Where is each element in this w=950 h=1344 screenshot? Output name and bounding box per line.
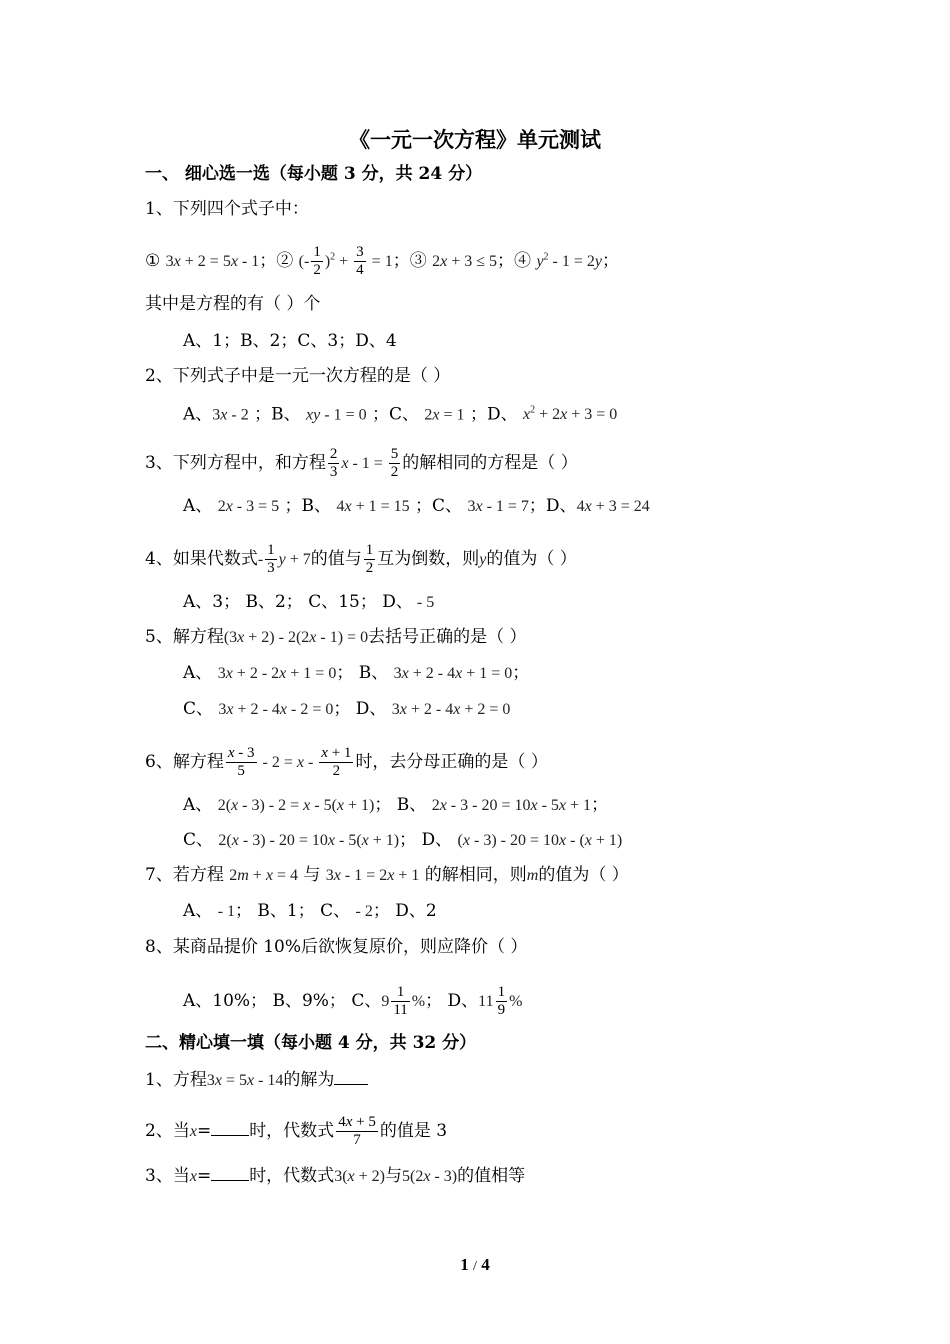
q2-stem: 2、下列式子中是一元一次方程的是（ ）	[145, 366, 451, 386]
q5-options-cd: C、 3x + 2 - 4x - 2 = 0； D、 3x + 2 - 4x + 2 = 0	[183, 699, 511, 719]
fill-q2-blank[interactable]	[211, 1119, 249, 1136]
q5-stem: 5、解方程(3x + 2) - 2(2x - 1) = 0去括号正确的是（ ）	[145, 627, 527, 647]
q2-options: A、3x - 2 ；B、 xy - 1 = 0 ；C、 2x = 1 ；D、 $x^2 + 2x + 3 = 0$	[183, 404, 618, 425]
q4-stem: 4、如果代数式- $\frac{1}{3}$ y + 7的值与 $\frac{1}{2}$ 互为倒数，则y的值为（ ）	[145, 542, 577, 576]
q1-options: A、1；B、2；C、3；D、4	[183, 331, 397, 351]
q7-options: A、 - 1； B、1； C、 - 2； D、2	[183, 901, 437, 921]
q4-options: A、3； B、2； C、15； D、 - 5	[183, 592, 435, 612]
q6-stem: 6、解方程 $\frac{x - 3}{5}$ - 2 = x - $\frac{x + 1}{2}$ 时，去分母正确的是（ ）	[145, 745, 548, 779]
q6-options-ab: A、 2(x - 3) - 2 = x - 5(x + 1)； B、 2x - 3 - 20 = 10x - 5x + 1；	[183, 795, 609, 815]
page-number: 1 / 4	[460, 1255, 490, 1274]
q8-options: A、10%； B、9%； C、9 $\frac{1}{11}$ %； D、11 $\frac{1}{9}$ %	[183, 984, 523, 1018]
q1-stem: 1、下列四个式子中：	[145, 199, 309, 219]
section-2-heading: 二、精心填一填（每小题 4 分，共 32 分）	[145, 1033, 477, 1053]
fill-q3: 3、当x= 时，代数式3(x + 2)与5(2x - 3)的值相等	[145, 1166, 526, 1186]
q1-followup: 其中是方程的有（ ）个	[145, 294, 321, 314]
page-title: 《一元一次方程》单元测试	[349, 127, 601, 152]
q3-stem: 3、下列方程中，和方程 $\frac{2}{3}$ x - 1 = $\frac{5}{2}$ 的解相同的方程是（ ）	[145, 446, 578, 480]
fill-q3-blank[interactable]	[211, 1164, 249, 1181]
q5-options-ab: A、 3x + 2 - 2x + 1 = 0； B、 3x + 2 - 4x + 1 = 0；	[183, 663, 530, 683]
q1-expressions: ① 3x + 2 = 5x - 1；② (- $\frac{1}{2}$ )$^2$ + $\frac{3}{4}$ = 1；③ 2x + 3 ≤ 5；④ $y^2 - 1 = 2y$；	[145, 244, 620, 278]
fill-q2: 2、当x= 时，代数式 $\frac{4x + 5}{7}$ 的值是 3	[145, 1114, 448, 1148]
section-1-heading: 一、 细心选一选（每小题 3 分，共 24 分）	[145, 164, 483, 184]
q8-stem: 8、某商品提价 10%后欲恢复原价，则应降价（ ）	[145, 937, 528, 957]
fill-q1: 1、方程3x = 5x - 14的解为	[145, 1068, 368, 1091]
q6-options-cd: C、 2(x - 3) - 20 = 10x - 5(x + 1)； D、 (x - 3) - 20 = 10x - (x + 1)	[183, 830, 623, 850]
q7-stem: 7、若方程 2m + x = 4 与 3x - 1 = 2x + 1 的解相同，则m的值为（ ）	[145, 865, 629, 885]
fill-q1-blank[interactable]	[334, 1068, 368, 1085]
q3-options: A、 2x - 3 = 5 ；B、 4x + 1 = 15 ；C、 3x - 1 = 7；D、4x + 3 = 24	[183, 496, 650, 516]
